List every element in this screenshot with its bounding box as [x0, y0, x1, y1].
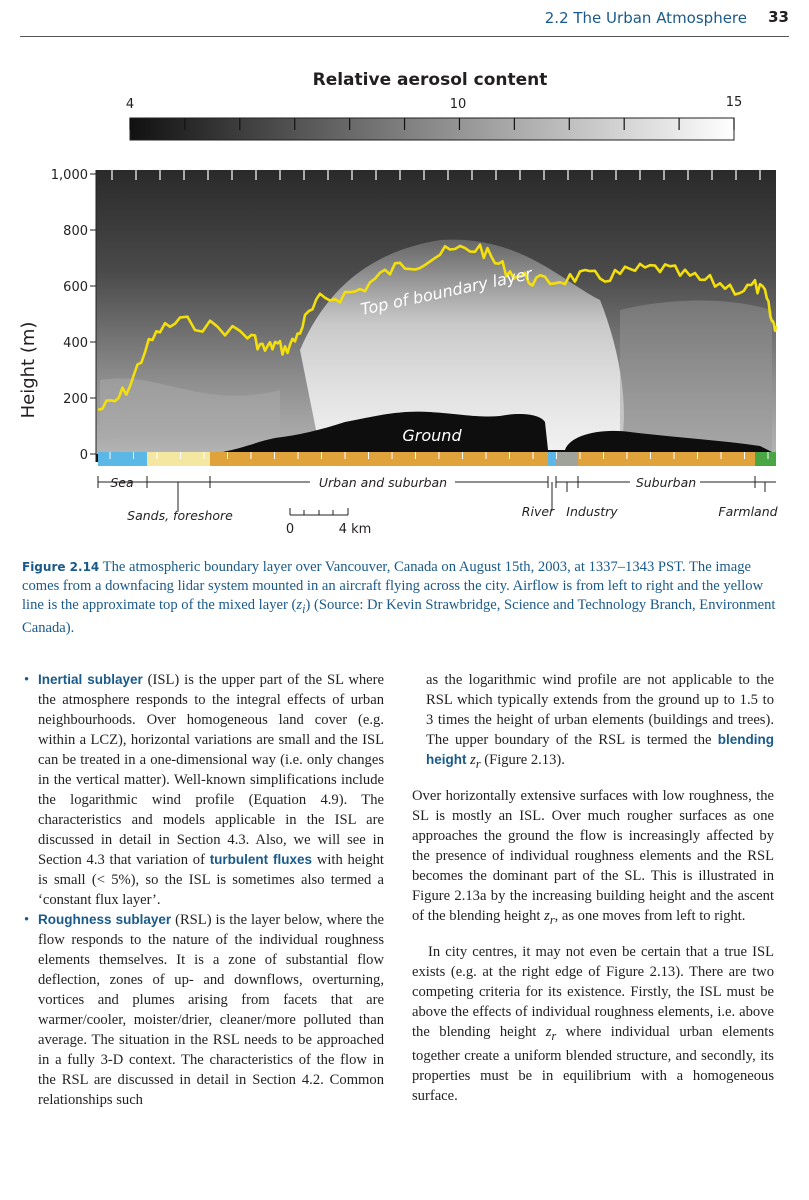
- zone-bar-farmland: [755, 452, 776, 466]
- term-turbulent-fluxes: turbulent fluxes: [209, 852, 313, 867]
- zone-bar-sands: [147, 452, 210, 466]
- zone-label-sands: Sands, foreshore: [127, 508, 233, 523]
- boundary-layer-label: Top of boundary layer: [358, 263, 534, 319]
- paragraph-roughness: [412, 786, 774, 930]
- zone-label-farmland: Farmland: [718, 504, 778, 519]
- figure-caption: [22, 558, 782, 638]
- km-scale-start: 0: [285, 522, 295, 537]
- term-blending-height: blending height: [426, 732, 774, 767]
- r2-tail: , as one moves from left to right.: [554, 907, 746, 924]
- zone-bar-industry: [556, 452, 578, 466]
- caption-tail: ) (Source: Dr Kevin Strawbridge, Science and Technology Branch, Environment Canada).: [22, 597, 776, 636]
- r1-sub: r: [475, 756, 481, 771]
- bullet-dot: •: [24, 912, 30, 928]
- r3-sub: r: [551, 1028, 557, 1043]
- scale-tick-10: 10: [449, 97, 467, 112]
- zone-bar-suburban: [578, 452, 755, 466]
- r2-sub: r: [549, 912, 555, 927]
- scale-tick-4: 4: [125, 97, 135, 112]
- y-tick-label: 600: [63, 280, 88, 295]
- zone-bar-urban: [210, 452, 548, 466]
- scale-title: Relative aerosol content: [312, 70, 548, 90]
- r2-text: Over horizontally extensive surfaces with low roughness, the SL is mostly an ISL. Over much rougher surfaces as one approaches the ground the flow is increasingly affected by the presence of individual roughness elements and the RSL becomes the dominant part of the SL. This is illustrated in Figure 2.13a by the increasing building height and the ascent of the blending height: [412, 787, 774, 924]
- caption-var: z: [296, 597, 303, 613]
- lidar-figure-svg: [0, 50, 809, 550]
- r3-var: z: [545, 1023, 552, 1040]
- r3-text: In city centres, it may not even be certain that a true ISL exists (e.g. at the right edge of Figure 2.13). There are two competing criteria for its existence. Firstly, the ISL must be above the effects of individual roughness elements, i.e. above the blending height: [412, 943, 774, 1040]
- running-header-section: 2.2 The Urban Atmosphere: [544, 9, 747, 27]
- rsl-text: (RSL) is the layer below, where the flow responds to the nature of the individual roughness elements themselves. It is a zone of substantial flow deflection, zones of up- and downflows, overturning, vortices and plumes arising from facets that are warmer/cooler, moister/drier, cleaner/more polluted than average. The situation in the RSL needs to be approached in a fully 3-D context. The characteristics of the flow in the RSL are discussed in detail in Section 4.2. Common relationships such: [38, 912, 384, 1108]
- km-scale-end: 4 km: [338, 522, 372, 537]
- caption-var-sub: i: [302, 601, 306, 616]
- term-roughness-sublayer: Roughness sublayer: [38, 912, 172, 927]
- zone-label-river: River: [521, 504, 555, 519]
- y-tick-label: 400: [63, 336, 88, 351]
- y-tick-label: 800: [63, 224, 88, 239]
- scale-tick-15: 15: [725, 95, 743, 110]
- bullet-inertial-sublayer: [22, 670, 384, 910]
- r1-var: z: [470, 752, 476, 768]
- figure-lidar-boundary-layer: [0, 50, 809, 550]
- isl-text-2: with height is small (< 5%), so the ISL is sometimes also termed a ‘constant flux layer’.: [38, 852, 384, 908]
- zone-bar-sea: [98, 452, 147, 466]
- y-tick-label: 1,000: [50, 168, 88, 183]
- paragraph-city-centres: [412, 942, 774, 1106]
- y-axis-label: Height (m): [18, 321, 39, 419]
- aerosol-scale-bar: [130, 118, 734, 140]
- header-rule: [20, 36, 789, 37]
- bullet-dot: •: [24, 672, 30, 688]
- term-inertial-sublayer: Inertial sublayer: [38, 672, 143, 687]
- km-scale-bar: [290, 508, 348, 515]
- y-tick-label: 200: [63, 392, 88, 407]
- y-axis: [51, 168, 96, 463]
- zone-label-urban: Urban and suburban: [318, 475, 448, 490]
- bullet-roughness-sublayer: [22, 910, 384, 1110]
- zone-bar-river: [548, 452, 556, 466]
- zone-label-suburban: Suburban: [635, 475, 697, 490]
- body-column-left: [22, 670, 384, 1110]
- caption-text: The atmospheric boundary layer over Vancouver, Canada on August 15th, 2003, at 1337–1343 PST. The image comes from a downfacing lidar system mounted in an aircraft flying across the city. Airflow is from left to right and the yellow line is the approximate top of the mixed layer (: [22, 559, 764, 613]
- zone-label-sea: Sea: [110, 475, 134, 490]
- right-aerosol-region: [620, 301, 772, 450]
- caption-label: Figure 2.14: [22, 560, 100, 574]
- zone-label-industry: Industry: [566, 504, 618, 519]
- r2-var: z: [544, 907, 550, 924]
- r1-text: as the logarithmic wind profile are not applicable to the RSL which typically extends from the ground up to 1.5 to 3 times the height of urban elements (buildings and trees). The upper boundary of the RSL is termed the: [426, 672, 774, 748]
- isl-text: (ISL) is the upper part of the SL where the atmosphere responds to the integral effects of urban neighbourhoods. Over homogeneous land cover (e.g. within a LCZ), horizontal variations are small and the ISL can be treated in a one-dimensional way (i.e. only changes in the vertical matter). Well-known simplifications include the logarithmic wind profile (Equation 4.9). The characteristics and models applicable in the ISL are discussed in detail in Section 4.3. Also, we will see in Section 4.3 that variation of: [38, 672, 384, 868]
- paragraph-rsl-continued: [412, 670, 774, 774]
- r3-tail: where individual urban elements together create a uniform blended structure, and secondly, its properties must be in equilibrium with a homogeneous surface.: [412, 1023, 774, 1104]
- body-column-right: [412, 670, 774, 1118]
- page-number: 33: [768, 8, 789, 26]
- r1-tail: (Figure 2.13).: [480, 752, 565, 768]
- ground-label: Ground: [402, 426, 462, 445]
- y-tick-label: 0: [79, 448, 88, 463]
